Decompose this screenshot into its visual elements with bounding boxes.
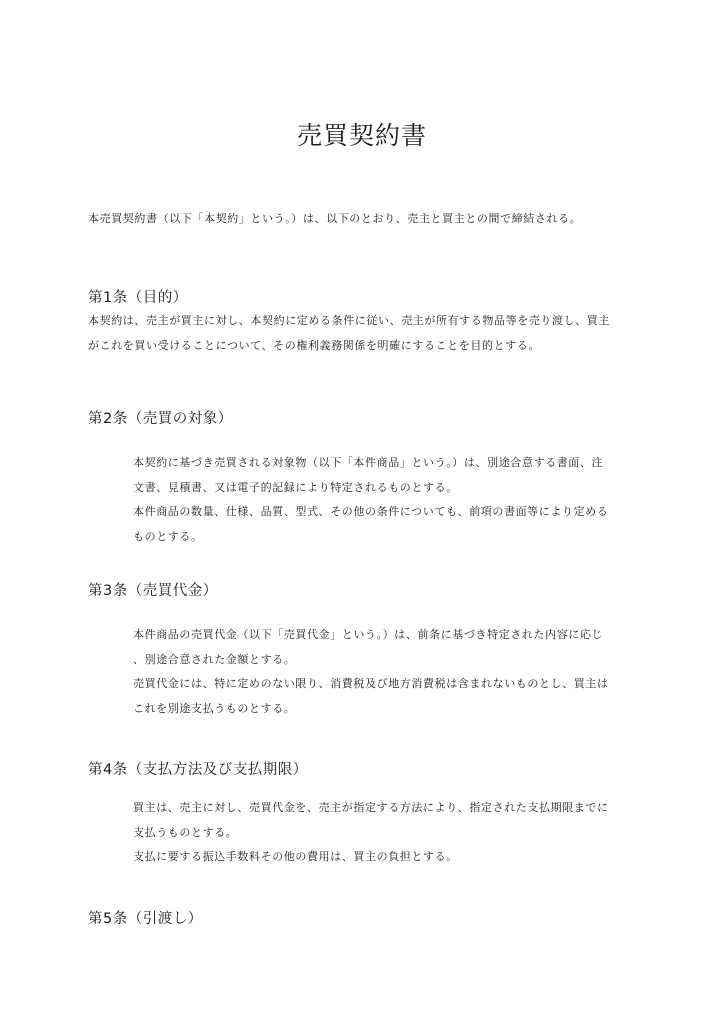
article-2-line: 文書、見積書、又は電子的記録により特定されるものとする。 <box>133 480 458 494</box>
article-1-line: 本契約は、売主が買主に対し、本契約に定める条件に従い、売主が所有する物品等を売り渡し、買主 <box>88 314 610 327</box>
article-1-heading: 第1条（目的） <box>88 290 188 306</box>
document-title: 売買契約書 <box>296 121 427 150</box>
article-3-heading: 第3条（売買代金） <box>88 583 218 599</box>
article-4-line: 買主は、売主に対し、売買代金を、売主が指定する方法により、指定された支払期限までに <box>133 801 609 814</box>
article-5-heading: 第5条（引渡し） <box>88 911 203 927</box>
article-3-line: 売買代金には、特に定めのない限り、消費税及び地方消費税は含まれないものとし、買主は <box>133 677 609 690</box>
article-4-line: 支払うものとする。 <box>133 825 238 839</box>
article-3-line: 、別途合意された金額とする。 <box>133 652 296 666</box>
article-4-body <box>133 796 609 870</box>
article-2-line: 本件商品の数量、仕様、品質、型式、その他の条件についても、前項の書面等により定める <box>133 505 609 518</box>
article-2-line: ものとする。 <box>133 529 203 543</box>
article-1-line: がこれを買い受けることについて、その権利義務関係を明確にすることを目的とする。 <box>88 338 540 352</box>
article-2-line: 本契約に基づき売買される対象物（以下「本件商品」という。）は、別途合意する書面、注 <box>133 456 604 469</box>
article-3-line: これを別途支払うものとする。 <box>133 701 296 715</box>
article-2-heading: 第2条（売買の対象） <box>88 411 233 427</box>
preamble: 本売買契約書（以下「本契約」という。）は、以下のとおり、売主と買主との間で締結される。 <box>88 212 582 225</box>
article-3-body <box>133 623 609 721</box>
article-1-body <box>88 309 610 358</box>
article-4-heading: 第4条（支払方法及び支払期限） <box>88 762 308 778</box>
article-2-body <box>133 451 608 549</box>
article-4-line: 支払に要する振込手数料その他の費用は、買主の負担とする。 <box>133 850 458 863</box>
article-3-line: 本件商品の売買代金（以下「売買代金」という。）は、前条に基づき特定された内容に応じ <box>133 628 604 641</box>
